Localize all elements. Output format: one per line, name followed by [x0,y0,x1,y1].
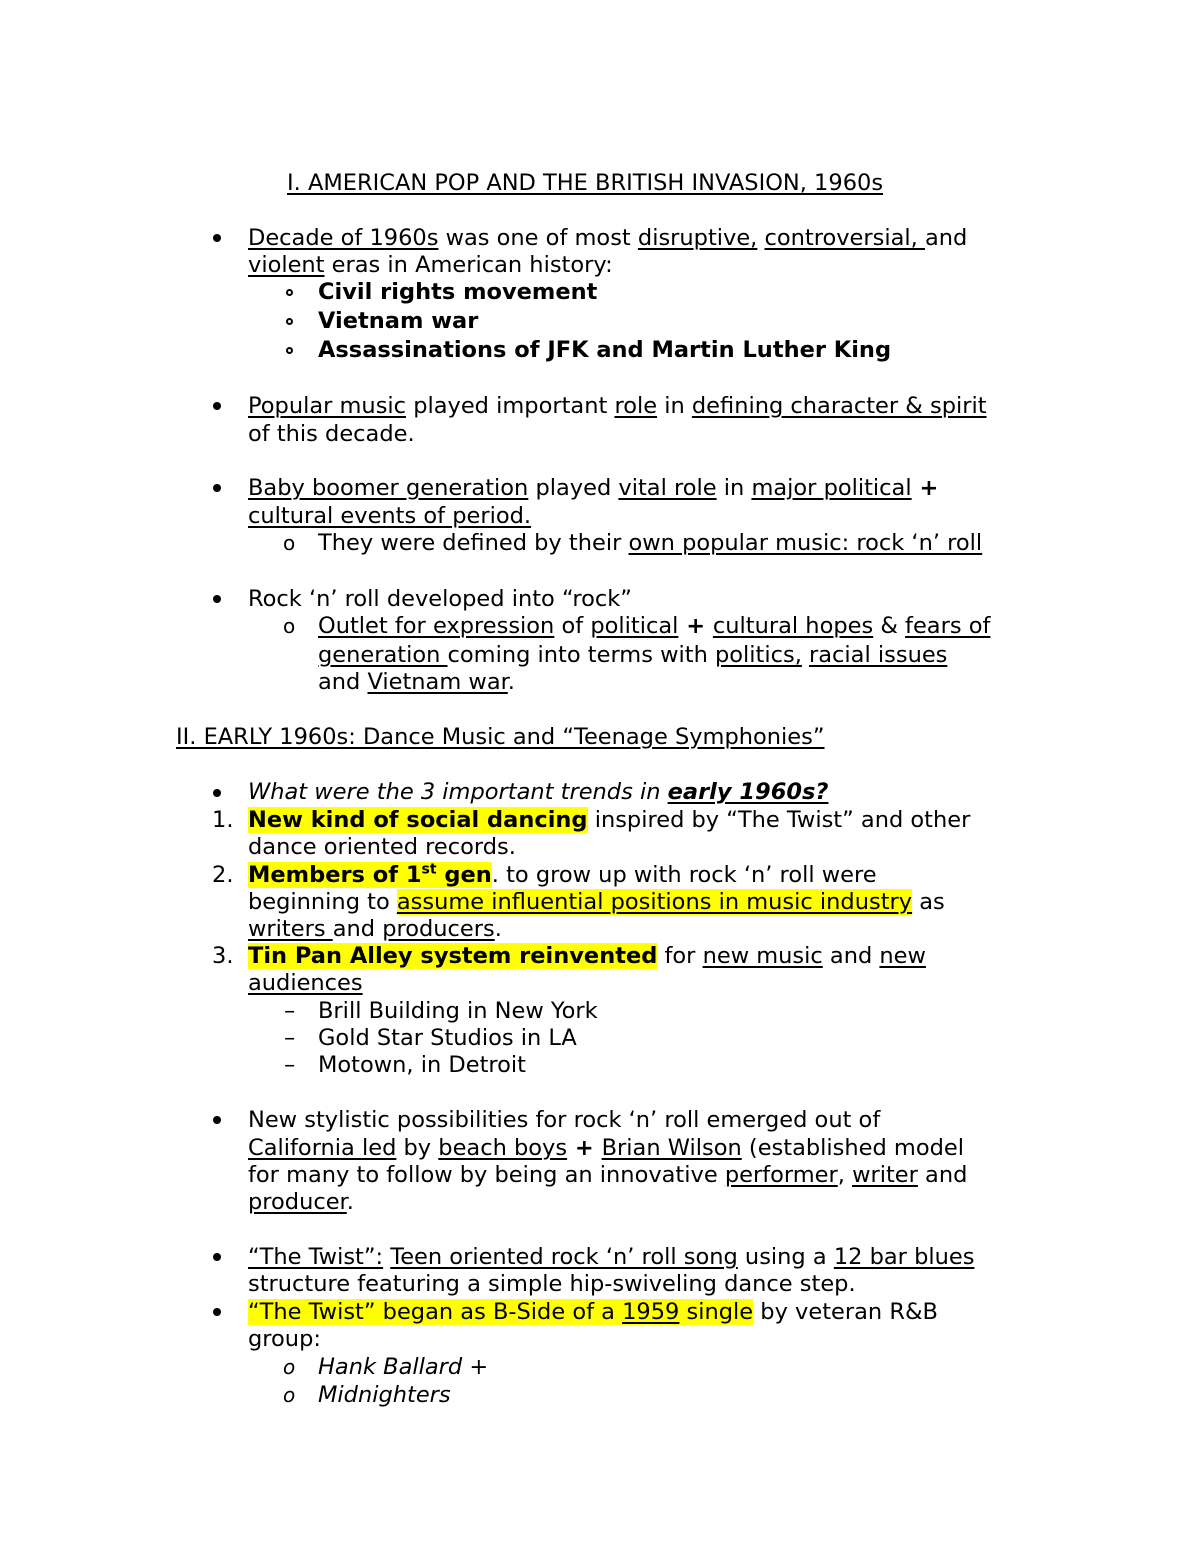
bullet-3-line-1: Baby boomer generation played vital role in major political + [248,475,939,501]
studio-brill-building: Brill Building in New York [318,998,598,1024]
bullet-5-line-4: producer. [248,1189,354,1215]
o-bullet-icon: o [283,1355,296,1379]
bullet-icon [213,1253,221,1261]
group-member-hank-ballard: Hank Ballard + [318,1354,489,1380]
bullet-4-line-1: Rock ‘n’ roll developed into “rock” [248,586,632,612]
bullet-icon [213,234,221,242]
sub-item-vietnam-war: Vietnam war [318,308,479,334]
bullet-3-sub: They were defined by their own popular music: rock ‘n’ roll [318,530,983,556]
bullet-6-line-1: “The Twist”: Teen oriented rock ‘n’ roll song using a 12 bar blues [248,1244,975,1270]
group-member-midnighters: Midnighters [318,1382,451,1408]
list-number: 2. [212,862,234,888]
bullet-2-line-2: of this decade. [248,421,415,447]
bullet-icon [213,1308,221,1316]
circle-bullet-icon [286,347,293,354]
bullet-5-line-3: for many to follow by being an innovative performer, writer and [248,1162,968,1188]
list-number: 3. [212,943,234,969]
bullet-icon [213,789,221,797]
question-line: What were the 3 important trends in early 1960s? [248,779,829,805]
bullet-5-line-2: California led by beach boys + Brian Wilson (established model [248,1135,964,1161]
bullet-7-line-1: “The Twist” began as B-Side of a 1959 single by veteran R&B [248,1299,938,1325]
o-bullet-icon: o [283,614,296,638]
bullet-1-line-2: violent eras in American history: [248,252,613,278]
bullet-4-sub-line-1: Outlet for expression of political + cultural hopes & fears of [318,613,991,639]
trend-1-line-1: New kind of social dancing inspired by “The Twist” and other [248,807,971,833]
bullet-6-line-2: structure featuring a simple hip-swiveling dance step. [248,1271,856,1297]
trend-2-line-2: beginning to assume influential positions in music industry as [248,889,945,915]
bullet-icon [213,1116,221,1124]
sub-item-civil-rights: Civil rights movement [318,279,598,305]
bullet-icon [213,595,221,603]
trend-3-line-1: Tin Pan Alley system reinvented for new music and new [248,943,926,969]
o-bullet-icon: o [283,1383,296,1407]
list-number: 1. [212,807,234,833]
section-heading-2: II. EARLY 1960s: Dance Music and “Teenage Symphonies” [176,724,825,750]
bullet-2-line-1: Popular music played important role in defining character & spirit [248,393,987,419]
studio-gold-star: Gold Star Studios in LA [318,1025,577,1051]
circle-bullet-icon [286,289,293,296]
o-bullet-icon: o [283,531,296,555]
bullet-4-sub-line-3: and Vietnam war. [318,669,515,695]
bullet-4-sub-line-2: generation coming into terms with politics, racial issues [318,642,948,668]
studio-motown: Motown, in Detroit [318,1052,526,1078]
bullet-7-line-2: group: [248,1326,321,1352]
sub-item-assassinations: Assassinations of JFK and Martin Luther King [318,337,892,363]
dash-bullet-icon: – [284,1052,296,1078]
trend-1-line-2: dance oriented records. [248,834,516,860]
bullet-icon [213,484,221,492]
trend-3-line-2: audiences [248,970,363,996]
bullet-1-line-1: Decade of 1960s was one of most disruptive, controversial, and [248,225,968,251]
section-heading-1: I. AMERICAN POP AND THE BRITISH INVASION, 1960s [287,170,884,196]
dash-bullet-icon: – [284,1025,296,1051]
trend-2-line-3: writers and producers. [248,916,502,942]
bullet-icon [213,402,221,410]
bullet-3-line-2: cultural events of period. [248,503,532,529]
circle-bullet-icon [286,318,293,325]
dash-bullet-icon: – [284,998,296,1024]
bullet-5-line-1: New stylistic possibilities for rock ‘n’ roll emerged out of [248,1107,881,1133]
trend-2-line-1: Members of 1st gen. to grow up with rock ‘n’ roll were [248,861,877,888]
